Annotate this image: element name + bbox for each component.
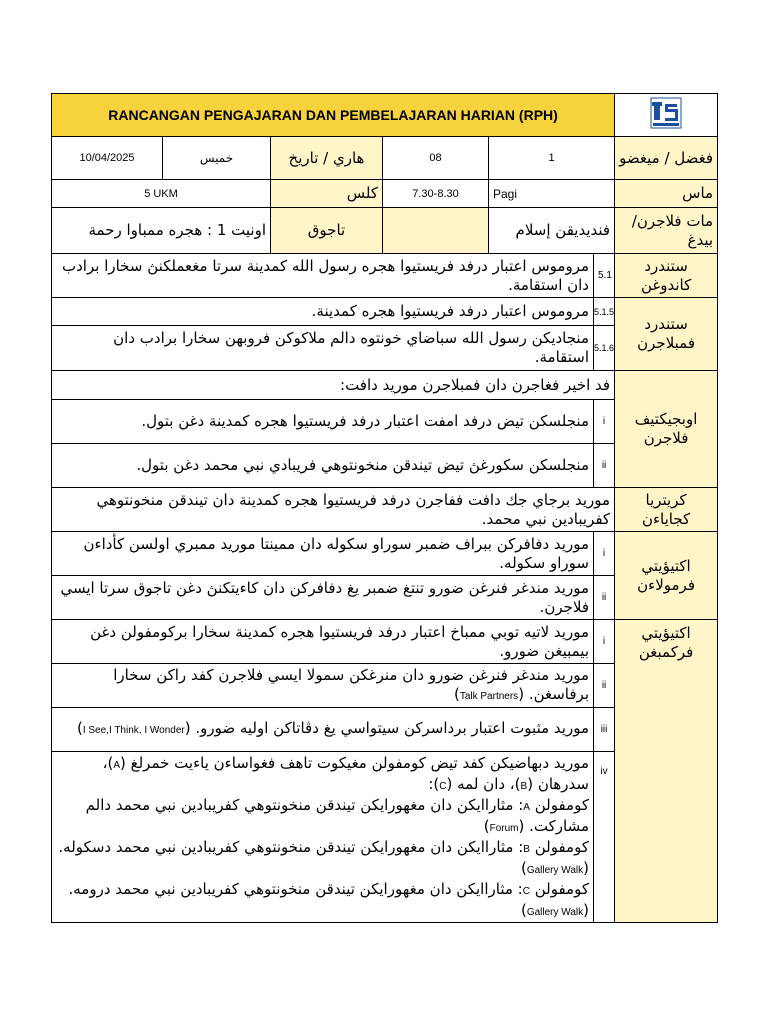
group-item: كومفولن A: مثاراايكن دان مغهورايكن تيندقن منخونتوهي كفريبادين نبي محمد دالم مشاركت. (Forum): [85, 796, 589, 835]
development-label: اكتيؤيتي فركمبغن: [615, 620, 718, 923]
development-text: موريد مندغر فنرغن ضورو دان منرغكن سمولا ايسي فلاجرن كفد راكن سخارا برفاسغن.: [113, 665, 589, 703]
development-text: موريد مثبوت اعتبار برداسركن سيتواسي يغ دڤاتاكن اوليه ضورو.: [195, 719, 589, 737]
session-value: Pagi: [489, 180, 615, 208]
group-letter: A: [523, 802, 530, 813]
objectives-label: اوبجيكتيف فلاجرن: [615, 371, 718, 488]
learning-standard-code: 5.1.6: [594, 326, 615, 371]
group-item: كومفولن C: مثاراايكن دان مغهورايكن تيندقن منخونتوهي كفريبادين نبي محمد درومه. (Gallery Walk): [68, 880, 589, 919]
criteria-text: موريد برجاي جك دافت ففاجرن درفد فريستيوا هجره كمدينة دان تيندقن منخونتوهي كفريبادين نبي محمد.: [52, 488, 615, 532]
topic-label: تاجوق: [271, 208, 383, 254]
group-text: : مثاراايكن دان مغهورايكن تيندقن منخونتوهي كفريبادين نبي محمد دسكوله.: [58, 838, 524, 856]
row-development-1: [52, 620, 718, 664]
logo-cell: [615, 94, 718, 137]
development-cell: موريد مثبوت اعتبار برداسركن سيتواسي يغ دڤاتاكن اوليه ضورو. (I See,I Think, I Wonder): [52, 708, 594, 752]
week-number-value: 08: [383, 137, 489, 180]
title-row: [52, 94, 718, 137]
starter-num: i: [594, 532, 615, 576]
development-num: i: [594, 620, 615, 664]
day-date-label: هاري / تاريخ: [271, 137, 383, 180]
development-num: iv: [594, 752, 615, 923]
development-text: موريد لاتيه توبي ممباخ اعتبار درفد فريستيوا هجره كمدينة سخارا بركومفولن دغن بيمبيغن ضورو.: [52, 620, 594, 664]
topic-prefix: اونيت 1 :: [207, 221, 266, 239]
row-week-date: [52, 137, 718, 180]
group-text: : مثاراايكن دان مغهورايكن تيندقن منخونتوهي كفريبادين نبي محمد دالم مشاركت.: [85, 796, 589, 835]
class-value: 5 UKM: [52, 180, 271, 208]
day-value: خميس: [163, 137, 271, 180]
group-note: Forum: [489, 823, 519, 834]
criteria-label: كريتريا كجاياءن: [615, 488, 718, 532]
school-logo-icon: [649, 96, 683, 130]
content-standard-code: 5.1: [594, 254, 615, 298]
group-letter-b: B: [520, 781, 528, 792]
starter-label: اكتيؤيتي فرمولاءن: [615, 532, 718, 620]
objectives-intro: فد اخير فغاجرن دان فمبلاجرن موريد دافت:: [52, 371, 615, 400]
class-label: كلس: [271, 180, 383, 208]
objective-num: ii: [594, 444, 615, 488]
development-cell: موريد مندغر فنرغن ضورو دان منرغكن سمولا ايسي فلاجرن كفد راكن سخارا برفاسغن. (Talk Partners): [52, 664, 594, 708]
topic-text: هجره ممباوا رحمة: [88, 221, 203, 239]
learning-standard-label: ستندرد فمبلاجرن: [615, 298, 718, 371]
starter-text: موريد مندغر فنرغن ضورو تنتغ ضمبر يغ دفافركن دان كاءيتكنڽ دغن تاجوق سرتا ايسي فلاجرن.: [52, 576, 594, 620]
development-note: I See,I Think, I Wonder: [82, 725, 185, 736]
group-text: : مثاراايكن دان مغهورايكن تيندقن منخونتوهي كفريبادين نبي محمد درومه.: [68, 880, 523, 898]
development-num: iii: [594, 708, 615, 752]
learning-standard-text: مروموس اعتبار درفد فريستيوا هجره كمدينة.: [52, 298, 594, 326]
row-subject-topic: [52, 208, 718, 254]
topic-value: [52, 208, 271, 254]
group-prefix: كومفولن: [534, 796, 589, 814]
time-value: 7.30-8.30: [383, 180, 489, 208]
development-group-cell: [52, 752, 594, 923]
week-value: 1: [489, 137, 615, 180]
objective-text: منجلسكن سكورغڽ تيض تيندقن منخونتوهي فريبادي نبي محمد دغن بتول.: [52, 444, 594, 488]
objective-text: منجلسكن تيض درفد امفت اعتبار درفد فريستيوا هجره كمدينة دغن بتول.: [52, 400, 594, 444]
date-value: 10/04/2025: [52, 137, 163, 180]
development-num: ii: [594, 664, 615, 708]
learning-standard-text: منجاديكن رسول الله سباضاي خونتوه دالم ملاكوكن فروبهن سخارا برادب دان استقامة.: [52, 326, 594, 371]
group-letter: C: [522, 886, 530, 897]
content-standard-label: ستندرد كاندوغن: [615, 254, 718, 298]
group-prefix: كومفولن: [534, 880, 589, 898]
document-title: RANCANGAN PENGAJARAN DAN PEMBELAJARAN HARIAN (RPH): [52, 94, 615, 137]
group-letter-c: C: [439, 781, 447, 792]
row-learning-standard-1: [52, 298, 718, 326]
group-note: Gallery Walk: [526, 865, 584, 876]
objective-num: i: [594, 400, 615, 444]
group-note: Gallery Walk: [526, 907, 584, 918]
group-intro-text: موريد دبهاضيكن كفد تيض كومفولن مغيكوت تاهف فغواساءن ياءيت خمرلغ: [130, 754, 589, 772]
subject-value: فنديديقن إسلام: [489, 208, 615, 254]
group-prefix: كومفولن: [534, 838, 589, 856]
starter-text: موريد دفافركن ببراف ضمبر سوراو سكوله دان ممينتا موريد ممبري اولسن كأداءن سوراو سكوله.: [52, 532, 594, 576]
week-label: فغضل / ميغضو: [615, 137, 718, 180]
rph-table: [51, 93, 718, 923]
row-content-standard: [52, 254, 718, 298]
group-intro-mid: ، سدرهان: [102, 754, 589, 793]
development-note: Talk Partners: [459, 690, 519, 702]
subject-label: مات فلاجرن/ بيدغ: [615, 208, 718, 254]
group-item: كومفولن B: مثاراايكن دان مغهورايكن تيندقن منخونتوهي كفريبادين نبي محمد دسكوله. (Gallery Walk): [58, 838, 589, 877]
time-label: ماس: [615, 180, 718, 208]
content-standard-text: مروموس اعتبار درفد فريستيوا هجره رسول الله كمدينة سرتا مغعملكنڽ سخارا برادب دان استقامة.: [52, 254, 594, 298]
group-letter: B: [523, 844, 530, 855]
row-criteria: [52, 488, 718, 532]
learning-standard-code: 5.1.5: [594, 298, 615, 326]
group-intro-close: :: [428, 775, 434, 793]
group-letter-a: A: [113, 760, 120, 771]
row-objectives-intro: [52, 371, 718, 400]
empty-cell: [383, 208, 489, 254]
group-intro-end: ، دان لمه: [457, 775, 515, 793]
starter-num: ii: [594, 576, 615, 620]
group-intro: موريد دبهاضيكن كفد تيض كومفولن مغيكوت تاهف فغواساءن ياءيت خمرلغ (A)، سدرهان (B)، دان لمه (C):: [102, 754, 589, 793]
row-starter-1: [52, 532, 718, 576]
row-class-time: [52, 180, 718, 208]
